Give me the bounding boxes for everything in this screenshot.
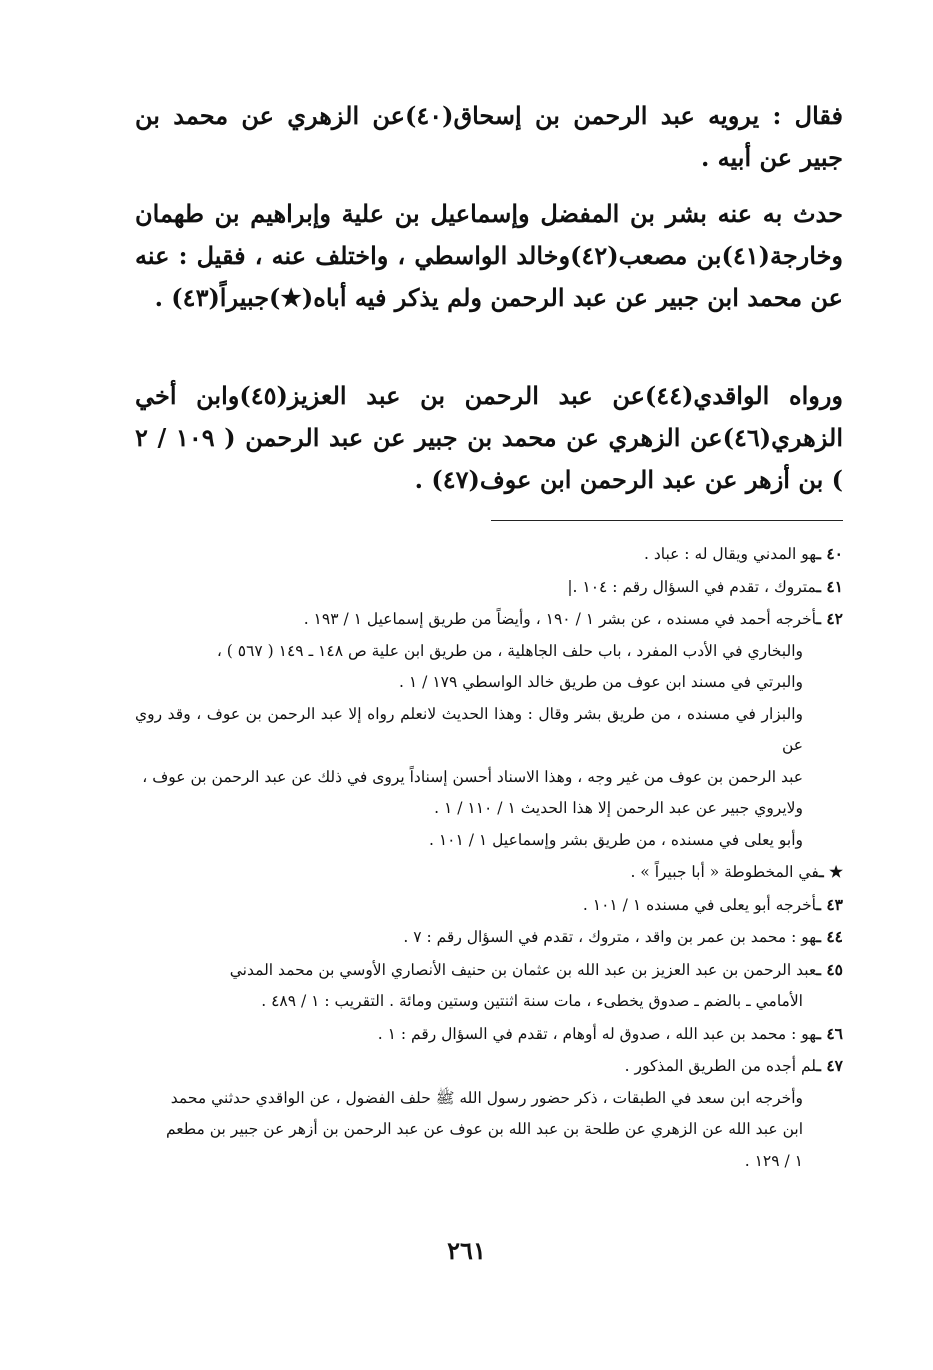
footnote-text: لم أجده من الطريق المذكور . — [624, 1057, 817, 1075]
footnote-text: والبزار في مسنده ، من طريق بشر وقال : وهذا الحديث لانعلم رواه إلا عبد الرحمن بن عوف ، وقد روي عن — [135, 704, 803, 754]
footnote-line — [135, 954, 843, 987]
footnote-text: والبرتي في مسند ابن عوف من طريق خالد الواسطي ١٧٩ / ١ . — [399, 673, 803, 691]
footnote-text: متروك ، تقدم في السؤال رقم : ١٠٤ .| — [567, 577, 817, 596]
footnote-line — [135, 699, 843, 762]
page-number: ٢٦١ — [447, 1236, 486, 1265]
footnote-number: ٤٦ ـ — [816, 1023, 843, 1043]
footnote-number: ٤٧ ـ — [816, 1056, 843, 1075]
footnote-number: ٤٥ ـ — [816, 959, 843, 979]
footnote-number: ٤٠ ـ — [816, 544, 843, 563]
footnote-text: وأخرجه ابن سعد في الطبقات ، ذكر حضور رسول الله ﷺ حلف الفضول ، عن الواقدي حدثني محمد — [170, 1088, 803, 1107]
footnote-text: هو المدني ويقال له : عباد . — [643, 545, 817, 563]
footnote-line — [135, 921, 843, 954]
footnote-number: ٤٣ ـ — [816, 894, 843, 914]
footnote-text: في المخطوطة « أبا جبيراً » . — [630, 863, 820, 881]
footnote-text: وأبو يعلى في مسنده ، من طريق بشر وإسماعيل ١ / ١٠١ . — [429, 830, 803, 849]
footnote-line — [135, 1114, 843, 1146]
footnote-line — [135, 889, 843, 922]
footnote-line — [135, 667, 843, 699]
footnote-text: أخرجه أبو يعلى في مسنده ١ / ١٠١ . — [582, 895, 817, 914]
footnote-number: ★ ـ — [819, 862, 843, 881]
footnote-text: هو : محمد بن عبد الله ، صدوق له أوهام ، تقدم في السؤال رقم : ١ . — [377, 1024, 817, 1043]
footnote-text: ابن عبد الله عن الزهري عن طلحة بن عبد الله بن عوف عن عبد الرحمن بن أزهر عن جبير بن مطعم — [165, 1120, 803, 1138]
main-paragraph-1: فقال : يرويه عبد الرحمن بن إسحاق(٤٠)عن الزهري عن محمد بن جبير عن أبيه . — [135, 101, 843, 172]
footnote-divider — [491, 520, 843, 521]
footnote-line — [135, 856, 843, 889]
footnote-line — [135, 762, 843, 794]
footnote-line — [135, 603, 843, 636]
footnote-number: ٤٤ ـ — [816, 927, 843, 946]
footnote-line — [135, 636, 843, 668]
footnote-text: الأمامي ـ بالضم ـ صدوق يخطىء ، مات سنة اثنتين وستين ومائة . التقريب : ١ / ٤٨٩ . — [261, 992, 803, 1010]
footnotes — [135, 538, 843, 1177]
footnote-text: ولايروي جبير عن عبد الرحمن إلا هذا الحديث ١ / ١١٠ / ١ . — [434, 799, 803, 817]
footnote-number: ٤١ ـ — [816, 576, 843, 596]
footnote-text: والبخاري في الأدب المفرد ، باب حلف الجاهلية ، من طريق ابن علية ص ١٤٨ ـ ١٤٩ ( ٥٦٧ ) ، — [216, 641, 803, 660]
footnote-line — [135, 1083, 843, 1115]
footnote-line — [135, 1146, 843, 1178]
footnote-line — [135, 793, 843, 825]
footnote-text: عبد الرحمن بن عبد العزيز بن عبد الله بن عثمان بن حنيف الأنصاري الأوسي بن محمد المدني — [229, 960, 817, 979]
footnote-number: ٤٢ ـ — [816, 609, 843, 628]
footnote-line — [135, 825, 843, 857]
main-paragraph-2: حدث به عنه بشر بن المفضل وإسماعيل بن علية وإبراهيم بن طهمان وخارجة(٤١)بن مصعب(٤٢)وخالد الواسطي ، واختلف عنه ، فقيل : عنه عن محمد ابن جبير عن عبد الرحمن ولم يذكر فيه أباه(★)جبيراً(٤٣) . — [135, 199, 844, 312]
footnote-text: ١ / ١٢٩ . — [744, 1151, 803, 1170]
footnote-line — [135, 571, 843, 604]
footnote-line — [135, 1050, 843, 1083]
footnote-text: هو : محمد بن عمر بن واقد ، متروك ، تقدم في السؤال رقم : ٧ . — [403, 928, 817, 946]
footnote-line — [135, 1018, 843, 1051]
footnote-line — [135, 986, 843, 1018]
footnote-text: أخرجه أحمد في مسنده ، عن بشر ١ / ١٩٠ ، وأيضاً من طريق إسماعيل ١ / ١٩٣ . — [303, 610, 817, 628]
footnote-text: عبد الرحمن بن عوف من غير وجه ، وهذا الاسناد أحسن إسناداً يروى في ذلك عن عبد الرحمن بن عوف ، — [142, 767, 803, 786]
main-paragraph-3: ورواه الواقدي(٤٤)عن عبد الرحمن بن عبد العزيز(٤٥)وابن أخي الزهري(٤٦)عن الزهري عن محمد بن جبير عن عبد الرحمن ( ١٠٩ / ٢ ) بن أزهر عن عبد الرحمن ابن عوف(٤٧) . — [135, 381, 844, 494]
footnote-line — [135, 538, 843, 571]
